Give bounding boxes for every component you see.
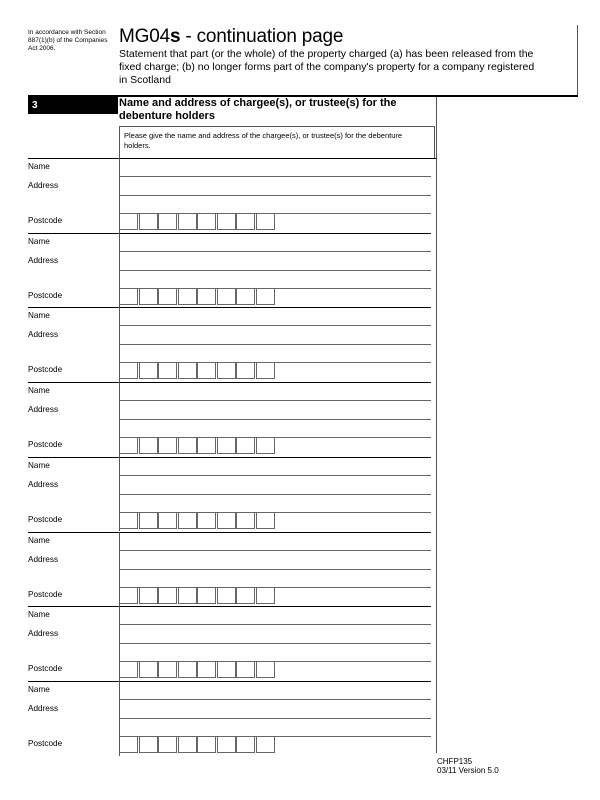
postcode-char-box[interactable] [256, 288, 275, 305]
postcode-char-box[interactable] [256, 362, 275, 379]
postcode-char-box[interactable] [236, 437, 255, 454]
postcode-char-box[interactable] [158, 661, 177, 678]
postcode-char-box[interactable] [158, 213, 177, 230]
postcode-char-box[interactable] [217, 587, 236, 604]
postcode-char-box[interactable] [178, 736, 197, 753]
postcode-label: Postcode [28, 589, 63, 599]
postcode-char-box[interactable] [158, 437, 177, 454]
form-code [119, 26, 343, 48]
form-description: Statement that part (or the whole) of the property charged (a) has been released from the fixed charge; (b) no longer forms part of the company's property for a company registered in Scotland [119, 48, 535, 86]
postcode-char-box[interactable] [119, 661, 138, 678]
entry-left-rule [119, 606, 120, 681]
address-line-2-field[interactable] [120, 495, 431, 512]
address-line-1-field[interactable] [120, 402, 431, 419]
address-line-1-field[interactable] [120, 327, 431, 344]
entry-left-rule [119, 457, 120, 532]
postcode-char-box[interactable] [236, 288, 255, 305]
section-number-badge [28, 97, 118, 114]
postcode-label: Postcode [28, 440, 63, 450]
postcode-char-box[interactable] [217, 362, 236, 379]
postcode-char-box[interactable] [178, 512, 197, 529]
postcode-char-box[interactable] [217, 288, 236, 305]
form-code-prefix: MG04 [119, 26, 170, 47]
name-underline [119, 624, 431, 625]
postcode-char-box[interactable] [217, 512, 236, 529]
name-label: Name [28, 162, 50, 171]
section-title: Name and address of chargee(s), or trustee(s) for the debenture holders [119, 97, 397, 122]
postcode-char-box[interactable] [197, 661, 216, 678]
footer [437, 757, 499, 775]
postcode-label: Postcode [28, 738, 63, 748]
postcode-char-box[interactable] [197, 437, 216, 454]
name-underline [119, 251, 431, 252]
name-underline [119, 325, 431, 326]
name-underline [119, 475, 431, 476]
entry-left-rule [119, 158, 120, 233]
name-underline [119, 400, 431, 401]
address-line-1-field[interactable] [120, 552, 431, 569]
name-field[interactable] [120, 682, 431, 699]
address-line-1-field[interactable] [120, 701, 431, 718]
postcode-char-box[interactable] [236, 736, 255, 753]
guidance-box [119, 126, 435, 159]
postcode-char-box[interactable] [139, 288, 158, 305]
form-code-rest: - continuation page [180, 26, 344, 47]
address-line-2-field[interactable] [120, 345, 431, 362]
name-field[interactable] [120, 234, 431, 251]
address-line-2-field[interactable] [120, 271, 431, 288]
name-label: Name [28, 610, 50, 620]
name-underline [119, 550, 431, 551]
legal-note: In accordance with Section 887(1)(b) of the Companies Act 2006. [28, 29, 108, 52]
name-field[interactable] [120, 607, 431, 624]
postcode-char-box[interactable] [197, 213, 216, 230]
address-label: Address [28, 554, 59, 564]
postcode-char-box[interactable] [158, 736, 177, 753]
address-line-1-field[interactable] [120, 178, 431, 195]
footer-version: 03/11 Version 5.0 [437, 766, 499, 775]
postcode-char-box[interactable] [217, 736, 236, 753]
postcode-char-box[interactable] [217, 661, 236, 678]
postcode-char-box[interactable] [236, 661, 255, 678]
postcode-char-box[interactable] [158, 512, 177, 529]
postcode-char-box[interactable] [178, 288, 197, 305]
postcode-char-box[interactable] [256, 437, 275, 454]
postcode-char-box[interactable] [256, 661, 275, 678]
name-field[interactable] [120, 383, 431, 400]
form-code-suffix: s [169, 26, 181, 47]
postcode-char-box[interactable] [217, 437, 236, 454]
address-line-1-field[interactable] [120, 626, 431, 643]
postcode-char-box[interactable] [139, 736, 158, 753]
postcode-char-box[interactable] [197, 512, 216, 529]
address-label: Address [28, 629, 59, 639]
postcode-char-box[interactable] [139, 661, 158, 678]
name-label: Name [28, 236, 50, 246]
address-label: Address [28, 405, 59, 415]
entry-left-rule [119, 532, 120, 607]
postcode-char-box[interactable] [119, 288, 138, 305]
postcode-char-box[interactable] [178, 437, 197, 454]
postcode-char-box[interactable] [217, 213, 236, 230]
postcode-char-box[interactable] [139, 512, 158, 529]
postcode-char-box[interactable] [158, 362, 177, 379]
postcode-char-box[interactable] [158, 587, 177, 604]
postcode-char-box[interactable] [236, 587, 255, 604]
postcode-char-box[interactable] [139, 362, 158, 379]
entry-left-rule [119, 233, 120, 308]
postcode-char-box[interactable] [139, 437, 158, 454]
address-label: Address [28, 181, 59, 190]
postcode-char-box[interactable] [197, 736, 216, 753]
postcode-char-box[interactable] [119, 512, 138, 529]
postcode-char-box[interactable] [119, 587, 138, 604]
address-line-1-field[interactable] [120, 253, 431, 270]
name-label: Name [28, 311, 50, 321]
name-label: Name [28, 386, 50, 396]
postcode-char-box[interactable] [197, 288, 216, 305]
postcode-char-box[interactable] [256, 512, 275, 529]
postcode-label: Postcode [28, 664, 63, 674]
postcode-char-box[interactable] [158, 288, 177, 305]
postcode-char-box[interactable] [236, 213, 255, 230]
name-underline [119, 176, 431, 177]
address-label: Address [28, 479, 59, 489]
postcode-label: Postcode [28, 216, 63, 225]
address-line-2-field[interactable] [120, 644, 431, 661]
postcode-char-box[interactable] [119, 213, 138, 230]
address-label: Address [28, 703, 59, 713]
address-line-2-field[interactable] [120, 420, 431, 437]
name-field[interactable] [120, 533, 431, 550]
name-field[interactable] [120, 458, 431, 475]
address-label: Address [28, 330, 59, 340]
postcode-char-box[interactable] [256, 736, 275, 753]
postcode-char-box[interactable] [197, 587, 216, 604]
right-margin-rule [436, 97, 437, 753]
postcode-char-box[interactable] [178, 587, 197, 604]
postcode-label: Postcode [28, 290, 63, 300]
postcode-char-box[interactable] [236, 362, 255, 379]
postcode-char-box[interactable] [119, 362, 138, 379]
postcode-char-box[interactable] [119, 736, 138, 753]
entry-left-rule [119, 382, 120, 457]
postcode-char-box[interactable] [139, 213, 158, 230]
address-line-1-field[interactable] [120, 477, 431, 494]
guidance-text: Please give the name and address of the chargee(s), or trustee(s) for the debenture holders. [124, 131, 403, 150]
postcode-char-box[interactable] [236, 512, 255, 529]
postcode-char-box[interactable] [139, 587, 158, 604]
footer-code: CHFP135 [437, 757, 473, 766]
postcode-char-box[interactable] [256, 213, 275, 230]
header-divider [577, 25, 578, 95]
postcode-char-box[interactable] [178, 213, 197, 230]
postcode-label: Postcode [28, 514, 63, 524]
name-underline [119, 699, 431, 700]
postcode-label: Postcode [28, 365, 63, 375]
entry-left-rule [119, 681, 120, 756]
address-label: Address [28, 255, 59, 265]
address-line-2-field[interactable] [120, 719, 431, 736]
address-line-2-field[interactable] [120, 570, 431, 587]
name-label: Name [28, 460, 50, 470]
name-label: Name [28, 684, 50, 694]
address-line-2-field[interactable] [120, 196, 431, 213]
postcode-char-box[interactable] [256, 587, 275, 604]
postcode-char-box[interactable] [178, 661, 197, 678]
section-number: 3 [32, 100, 38, 111]
name-field[interactable] [120, 308, 431, 325]
entry-left-rule [119, 307, 120, 382]
postcode-char-box[interactable] [119, 437, 138, 454]
postcode-char-box[interactable] [178, 362, 197, 379]
postcode-char-box[interactable] [197, 362, 216, 379]
name-label: Name [28, 535, 50, 545]
name-field[interactable] [120, 159, 431, 176]
